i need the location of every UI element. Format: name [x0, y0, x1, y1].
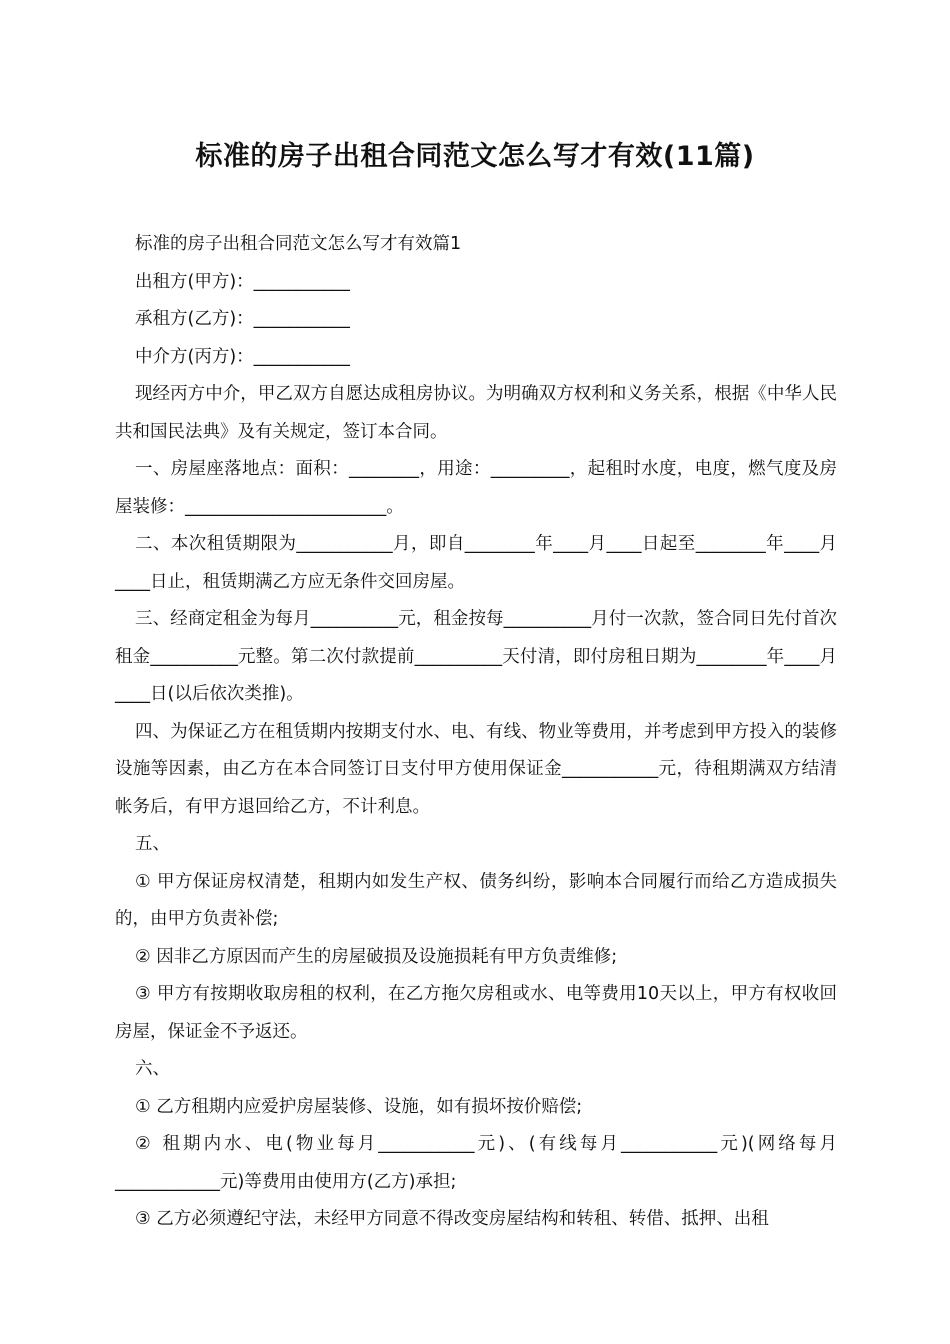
paragraph-clause-4: 四、为保证乙方在租赁期内按期支付水、电、有线、物业等费用，并考虑到甲方投入的装修设施等因素，由乙方在本合同签订日支付甲方使用保证金___________元，待租期满双方结清帐务后，有甲方退回给乙方，不计利息。	[115, 721, 837, 817]
paragraph-clause-1: 一、房屋座落地点：面积：________，用途：_________，起租时水度，电度，燃气度及房屋装修：_______________________。	[115, 459, 837, 517]
paragraph-lessee: 承租方(乙方)：___________	[135, 309, 350, 329]
paragraph-lessor: 出租方(甲方)：___________	[135, 271, 350, 292]
paragraph-preamble: 现经丙方中介，甲乙双方自愿达成租房协议。为明确双方权利和义务关系，根据《中华人民共和国民法典》及有关规定，签订本合同。	[115, 384, 837, 442]
paragraph-clause-5-item-3: ③ 甲方有按期收取房租的权利，在乙方拖欠房租或水、电等费用10天以上，甲方有权收回房屋，保证金不予返还。	[115, 984, 837, 1042]
paragraph-clause-5-item-2: ② 因非乙方原因而产生的房屋破损及设施损耗有甲方负责维修;	[135, 946, 618, 967]
paragraph-clause-5-item-1: ① 甲方保证房权清楚，租期内如发生产权、债务纠纷，影响本合同履行而给乙方造成损失的，由甲方负责补偿;	[115, 871, 837, 929]
document-title: 标准的房子出租合同范文怎么写才有效(11篇)	[195, 141, 755, 172]
paragraph-agent: 中介方(丙方)：___________	[135, 346, 350, 367]
paragraph-clause-3: 三、经商定租金为每月__________元，租金按每__________月付一次款，签合同日先付首次租金__________元整。第二次付款提前__________天付清，即付房租日期为________年____月____日(以后依次类推)。	[115, 609, 837, 704]
paragraph-clause-6-item-1: ① 乙方租期内应爱护房屋装修、设施，如有损坏按价赔偿;	[135, 1096, 583, 1117]
paragraph-clause-6-item-3: ③ 乙方必须遵纪守法，未经甲方同意不得改变房屋结构和转租、转借、抵押、出租	[135, 1209, 769, 1229]
document-body	[115, 226, 837, 1239]
paragraph-clause-6-heading: 六、	[135, 1059, 170, 1079]
paragraph-clause-2: 二、本次租赁期限为___________月，即自________年____月____日起至________年____月____日止，租赁期满乙方应无条件交回房屋。	[115, 534, 837, 592]
paragraph-clause-6-item-2: ② 租期内水、电(物业每月___________元)、(有线每月___________元)(网络每月____________元)等费用由使用方(乙方)承担;	[115, 1134, 837, 1192]
paragraph-section-heading: 标准的房子出租合同范文怎么写才有效篇1	[135, 234, 462, 254]
paragraph-clause-5-heading: 五、	[135, 834, 170, 854]
